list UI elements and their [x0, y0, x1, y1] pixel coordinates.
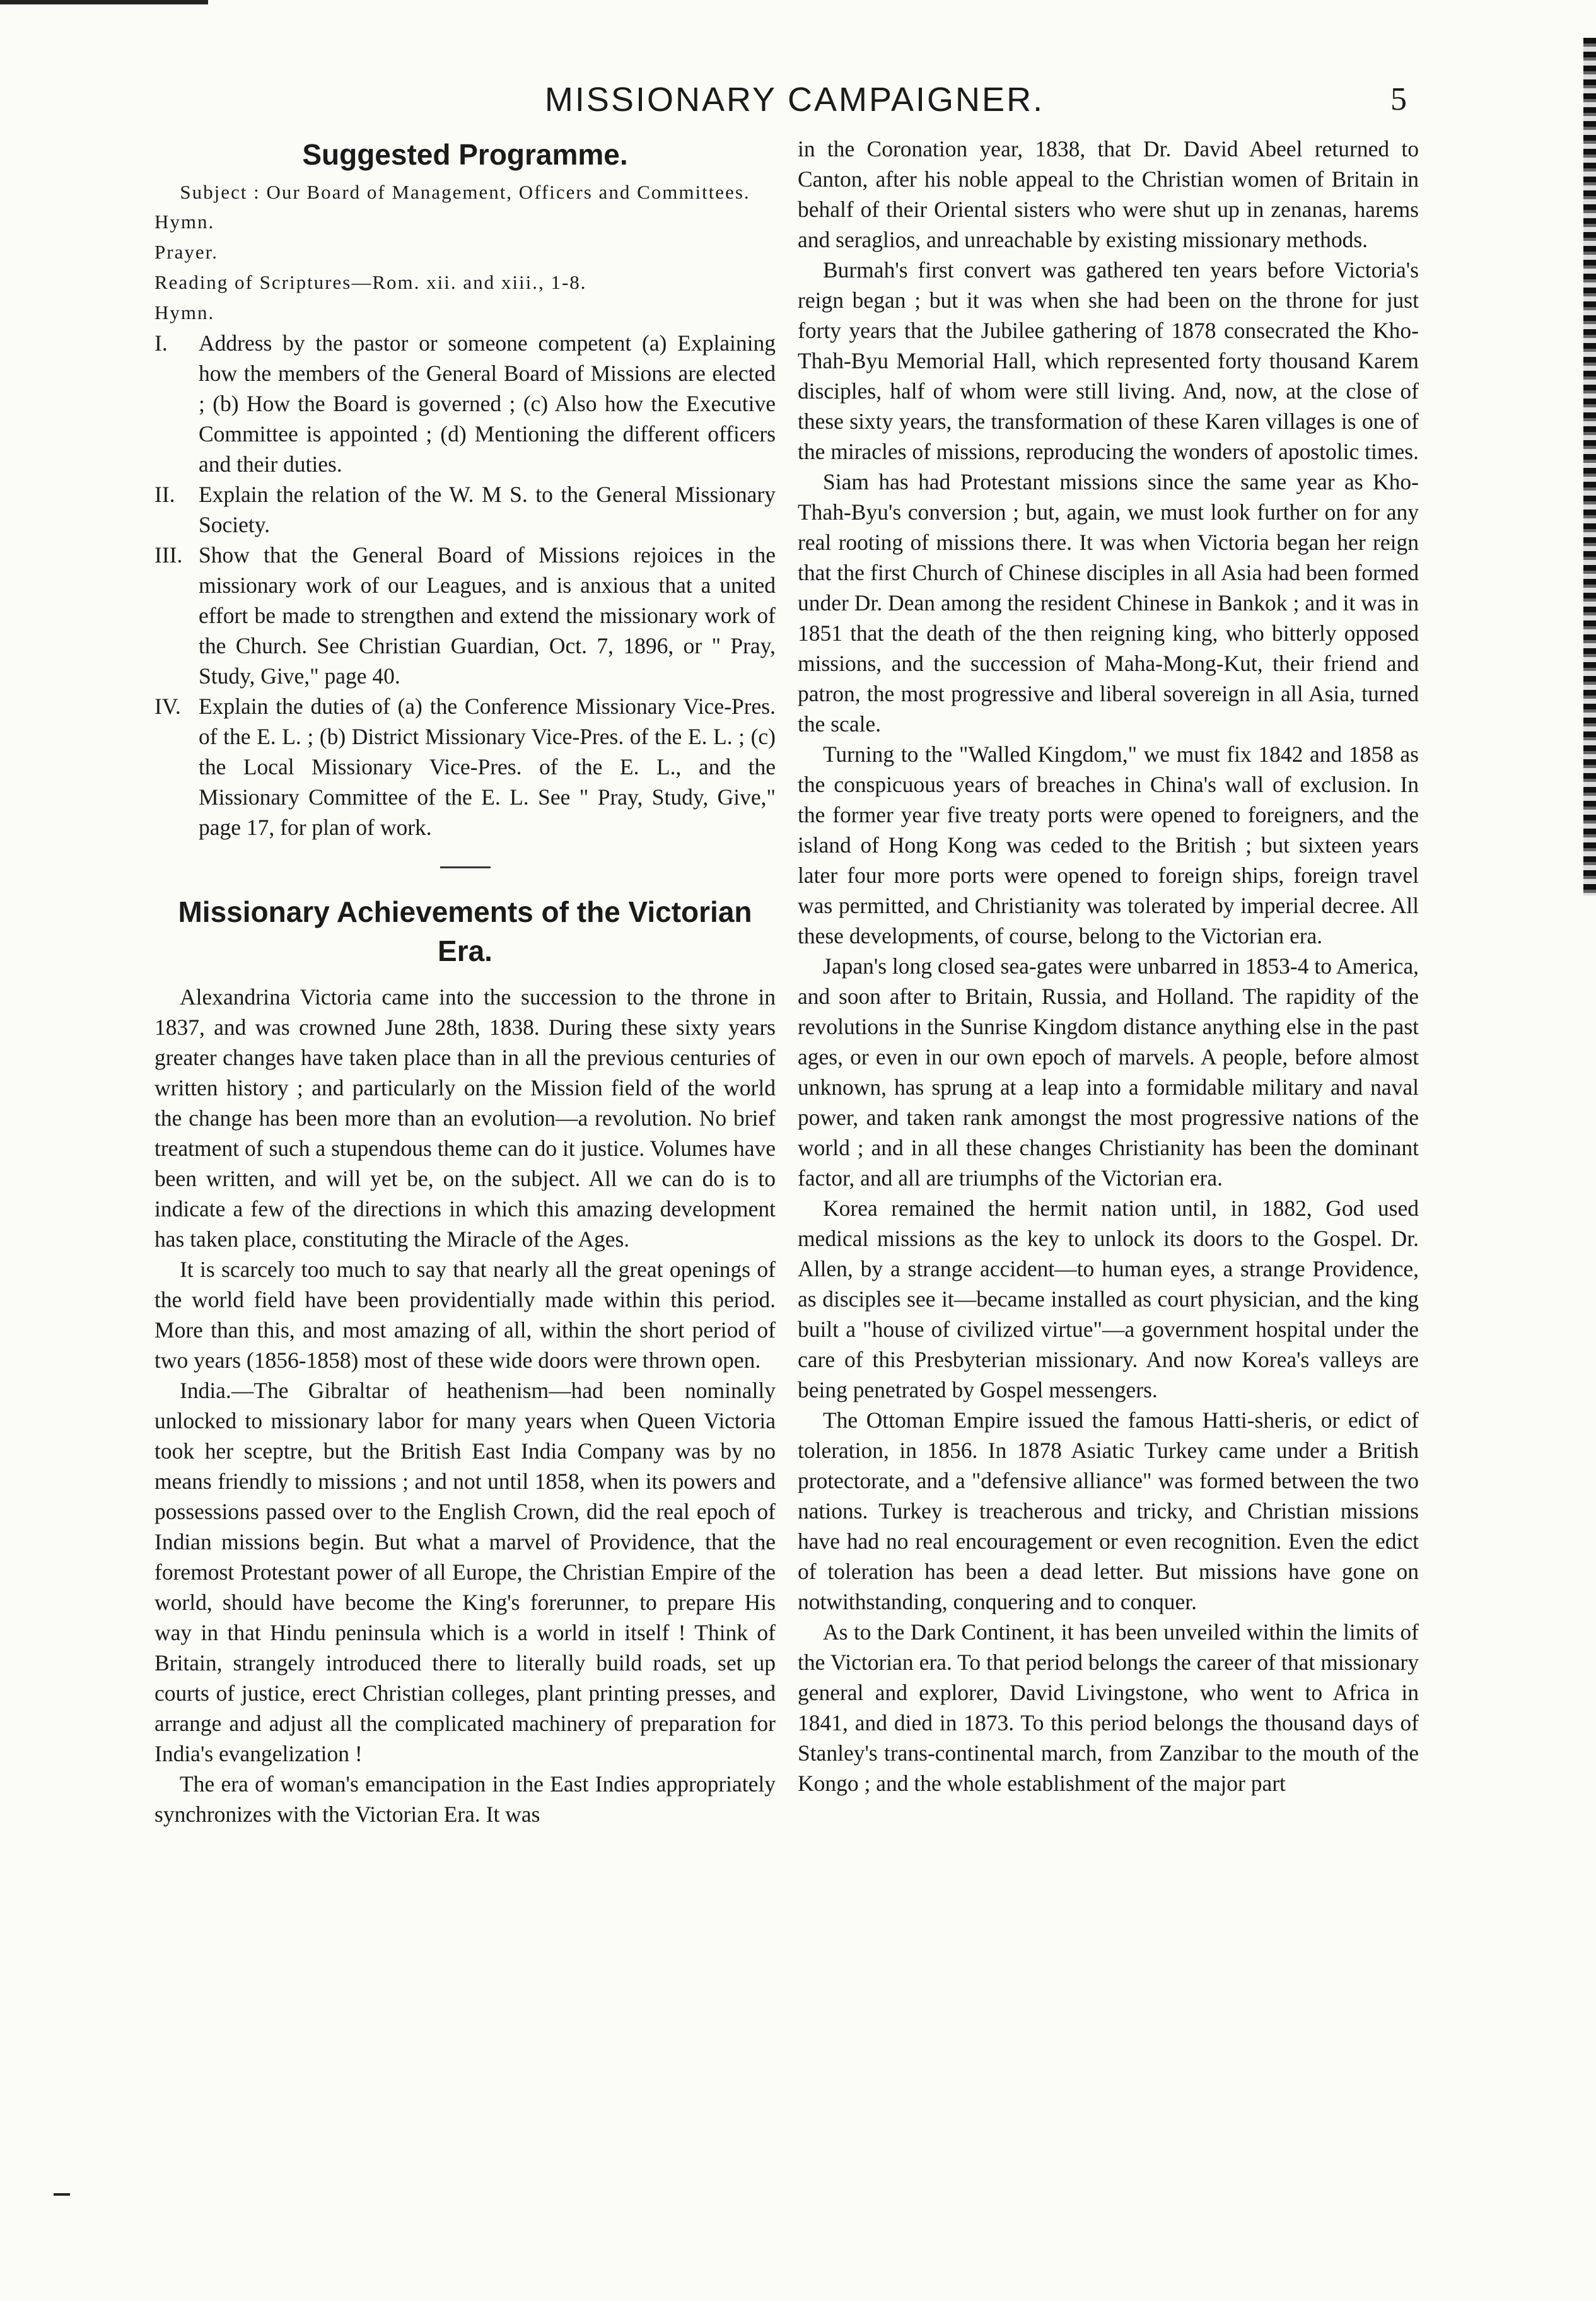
item-text: Show that the General Board of Missions rejoices in the missionary work of our Leagues, and is anxious that a united effort be made to strengthen and extend the missionary work of the Church. See Christian Guardian, Oct. 7, 1896, or " Pray, Study, Give," page 40.	[199, 542, 776, 689]
programme-line: Prayer.	[154, 241, 218, 263]
page-header	[0, 74, 1596, 131]
article-paragraph: It is scarcely too much to say that nearly all the great openings of the world field have been providentially made within this period. More than this, and most amazing of all, within the short period of two years (1856-1858) most of these wide doors were thrown open.	[154, 1257, 776, 1373]
programme-item	[154, 479, 776, 540]
item-text: Explain the relation of the W. M S. to the General Missionary Society.	[199, 482, 776, 537]
programme-heading: Suggested Programme.	[302, 138, 628, 171]
section-divider	[440, 866, 491, 868]
page-number: 5	[1390, 81, 1407, 117]
item-number: III.	[154, 542, 183, 568]
programme-line: Hymn.	[154, 211, 215, 233]
programme-line: Hymn.	[154, 301, 215, 323]
running-title: MISSIONARY CAMPAIGNER.	[544, 81, 1045, 119]
programme-subject: Subject : Our Board of Management, Officers and Committees.	[180, 181, 750, 203]
item-text: Address by the pastor or someone competent (a) Explaining how the members of the General Board of Missions are elected ; (b) How the Board is governed ; (c) Also how the Executive Committee is appointed ; (d) Mentioning the different officers and their duties.	[199, 330, 776, 477]
article-paragraph: Siam has had Protestant missions since the same year as Kho-Thah-Byu's conversion ; but, again, we must look further on for any real rooting of missions there. It was when Victoria began her reign that the first Church of Chinese disciples in all Asia had been formed under Dr. Dean among the resident Chinese in Bankok ; and it was in 1851 that the death of the then reigning king, who bitterly opposed missions, and the succession of Maha-Mong-Kut, their friend and patron, the most progressive and liberal sovereign in all Asia, turned the scale.	[798, 469, 1419, 737]
item-text: Explain the duties of (a) the Conference Missionary Vice-Pres. of the E. L. ; (b) District Missionary Vice-Pres. of the E. L. ; (c) the Local Missionary Vice-Pres. of the E. L., and the Missionary Committee of the E. L. See " Pray, Study, Give," page 17, for plan of work.	[199, 694, 776, 840]
article-heading: Missionary Achievements of the Victorian Era.	[178, 895, 752, 967]
article-paragraph: in the Coronation year, 1838, that Dr. David Abeel returned to Canton, after his noble appeal to the Christian women of Britain in behalf of their Oriental sisters who were shut up in zenanas, harems and seraglios, and unreachable by existing missionary methods.	[798, 136, 1419, 252]
article-paragraph: Korea remained the hermit nation until, in 1882, God used medical missions as the key to unlock its doors to the Gospel. Dr. Allen, by a strange accident—to human eyes, a strange Providence, as disciples see it—became installed as court physician, and the king built a "house of civilized virtue"—a government hospital under the care of this Presbyterian missionary. And now Korea's valleys are being penetrated by Gospel messengers.	[798, 1196, 1419, 1402]
item-number: II.	[154, 482, 175, 507]
right-column	[798, 134, 1419, 1798]
article-paragraph: Japan's long closed sea-gates were unbarred in 1853-4 to America, and soon after to Britain, Russia, and Holland. The rapidity of the revolutions in the Sunrise Kingdom distance anything else in the past ages, or even in our own epoch of marvels. A people, before almost unknown, has sprung at a leap into a formidable military and naval power, and taken rank amongst the most progressive nations of the world ; and in all these changes Christianity has been the dominant factor, and all are triumphs of the Victorian era.	[798, 953, 1419, 1191]
article-paragraph: Burmah's first convert was gathered ten years before Victoria's reign began ; but it was when she had been on the throne for just forty years that the Jubilee gathering of 1878 consecrated the Kho-Thah-Byu Memorial Hall, which represented forty thousand Karem disciples, half of whom were still living. And, now, at the close of these sixty years, the transformation of these Karen villages is one of the miracles of missions, reproducing the wonders of apostolic times.	[798, 257, 1419, 464]
article-paragraph: Turning to the "Walled Kingdom," we must fix 1842 and 1858 as the conspicuous years of breaches in China's wall of exclusion. In the former year five treaty ports were opened to foreigners, and the island of Hong Kong was ceded to the British ; but sixteen years later four more ports were opened to foreign ships, foreign travel was permitted, and Christianity was tolerated by imperial decree. All these developments, of course, belong to the Victorian era.	[798, 742, 1419, 948]
article-paragraph: As to the Dark Continent, it has been unveiled within the limits of the Victorian era. To that period belongs the career of that missionary general and explorer, David Livingstone, who went to Africa in 1841, and died in 1873. To this period belongs the thousand days of Stanley's trans-continental march, from Zanzibar to the mouth of the Kongo ; and the whole establishment of the major part	[798, 1619, 1419, 1796]
margin-mark	[54, 2193, 70, 2196]
programme-item	[154, 691, 776, 842]
article-paragraph: The era of woman's emancipation in the East Indies appropriately synchronizes with the Victorian Era. It was	[154, 1771, 776, 1827]
programme-item	[154, 540, 776, 691]
top-rule	[0, 0, 208, 4]
article-paragraph: The Ottoman Empire issued the famous Hatti-sheris, or edict of toleration, in 1856. In 1878 Asiatic Turkey came under a British protectorate, and a "defensive alliance" was formed between the two nations. Turkey is treacherous and tricky, and Christian missions have had no real encouragement or even recognition. Even the edict of toleration has been a dead letter. But missions have gone on notwithstanding, conquering and to conquer.	[798, 1407, 1419, 1614]
article-paragraph: India.—The Gibraltar of heathenism—had been nominally unlocked to missionary labor for many years when Queen Victoria took her sceptre, but the British East India Company was by no means friendly to missions ; and not until 1858, when its powers and possessions passed over to the English Crown, did the real epoch of Indian missions begin. But what a marvel of Providence, that the foremost Protestant power of all Europe, the Christian Empire of the world, should have become the King's forerunner, to prepare His way in that Hindu peninsula which is a world in itself ! Think of Britain, strangely introduced there to literally build roads, set up courts of justice, erect Christian colleges, plant printing presses, and arrange and adjust all the complicated machinery of preparation for India's evangelization !	[154, 1378, 776, 1766]
page-edge-strip	[1583, 38, 1596, 895]
left-column	[154, 135, 776, 1829]
programme-line: Reading of Scriptures—Rom. xii. and xiii., 1-8.	[154, 271, 587, 293]
item-number: I.	[154, 330, 168, 356]
programme-item	[154, 328, 776, 479]
article-paragraph: Alexandrina Victoria came into the succession to the throne in 1837, and was crowned June 28th, 1838. During these sixty years greater changes have taken place than in all the previous centuries of written history ; and particularly on the Mission field of the world the change has been more than an evolution—a revolution. No brief treatment of such a stupendous theme can do it justice. Volumes have been written, and will yet be, on the subject. All we can do is to indicate a few of the directions in which this amazing development has taken place, constituting the Miracle of the Ages.	[154, 984, 776, 1252]
item-number: IV.	[154, 694, 181, 719]
